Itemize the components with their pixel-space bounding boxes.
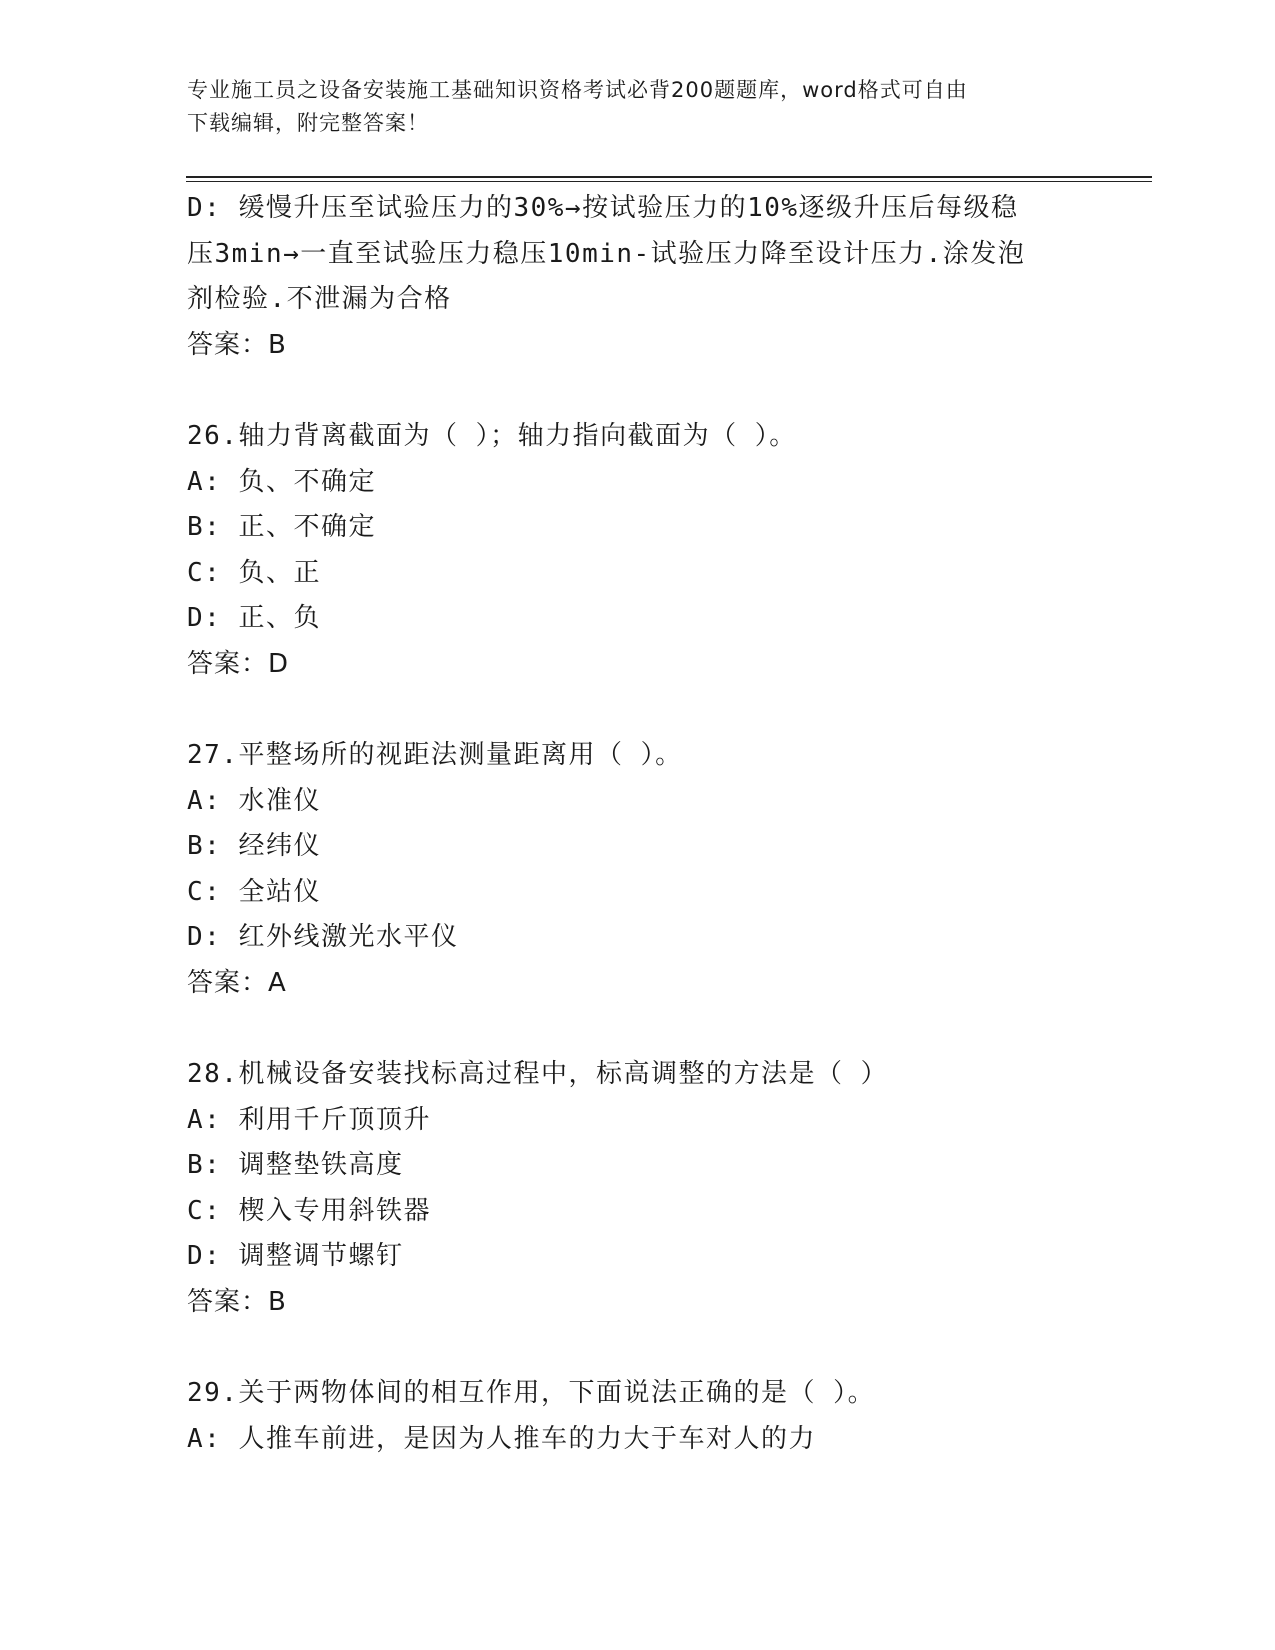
spacer	[187, 1325, 1067, 1371]
question-stem: 26.轴力背离截面为（ ）；轴力指向截面为（ ）。	[187, 421, 797, 451]
option-c: C: 负、正	[187, 557, 321, 588]
header-divider-thick	[186, 176, 1152, 178]
question-26	[187, 414, 1067, 687]
question-stem: 27.平整场所的视距法测量距离用（ ）。	[187, 740, 683, 770]
option-d: D: 正、负	[187, 603, 321, 633]
question-list	[187, 186, 1067, 1462]
option-a: A: 水准仪	[187, 785, 321, 816]
option-d: D: 红外线激光水平仪	[187, 922, 459, 952]
spacer	[187, 687, 1067, 733]
header-divider-thin	[186, 181, 1152, 182]
document-header	[187, 74, 1067, 140]
option-b: B: 经纬仪	[187, 831, 321, 861]
answer-line: 答案：B	[187, 329, 287, 360]
spacer	[187, 368, 1067, 414]
option-a: A: 利用千斤顶顶升	[187, 1104, 431, 1135]
header-title-line-1: 专业施工员之设备安装施工基础知识资格考试必背200题题库，word格式可自由	[187, 78, 968, 102]
option-d: D: 调整调节螺钉	[187, 1241, 404, 1271]
spacer	[187, 1006, 1067, 1052]
option-b: B: 正、不确定	[187, 512, 376, 542]
option-c: C: 全站仪	[187, 876, 321, 907]
option-d-line: 压3min→一直至试验压力稳压10min-试验压力降至设计压力.涂发泡	[187, 238, 1026, 269]
answer-line: 答案：D	[187, 648, 290, 679]
question-29	[187, 1371, 1067, 1462]
question-stem: 28.机械设备安装找标高过程中，标高调整的方法是（ ）	[187, 1059, 889, 1089]
option-a: A: 人推车前进，是因为人推车的力大于车对人的力	[187, 1423, 816, 1454]
header-title-line-2: 下载编辑，附完整答案！	[187, 111, 429, 135]
option-b: B: 调整垫铁高度	[187, 1150, 404, 1180]
question-stem: 29.关于两物体间的相互作用，下面说法正确的是（ ）。	[187, 1378, 876, 1408]
option-d-line: D: 缓慢升压至试验压力的30%→按试验压力的10%逐级升压后每级稳	[187, 193, 1019, 223]
question-28	[187, 1052, 1067, 1325]
option-a: A: 负、不确定	[187, 466, 376, 497]
question-25-continued	[187, 186, 1067, 368]
answer-line: 答案：B	[187, 1286, 287, 1317]
answer-line: 答案：A	[187, 967, 287, 998]
option-d-line: 剂检验.不泄漏为合格	[187, 284, 452, 314]
question-27	[187, 733, 1067, 1006]
option-c: C: 楔入专用斜铁器	[187, 1195, 431, 1226]
